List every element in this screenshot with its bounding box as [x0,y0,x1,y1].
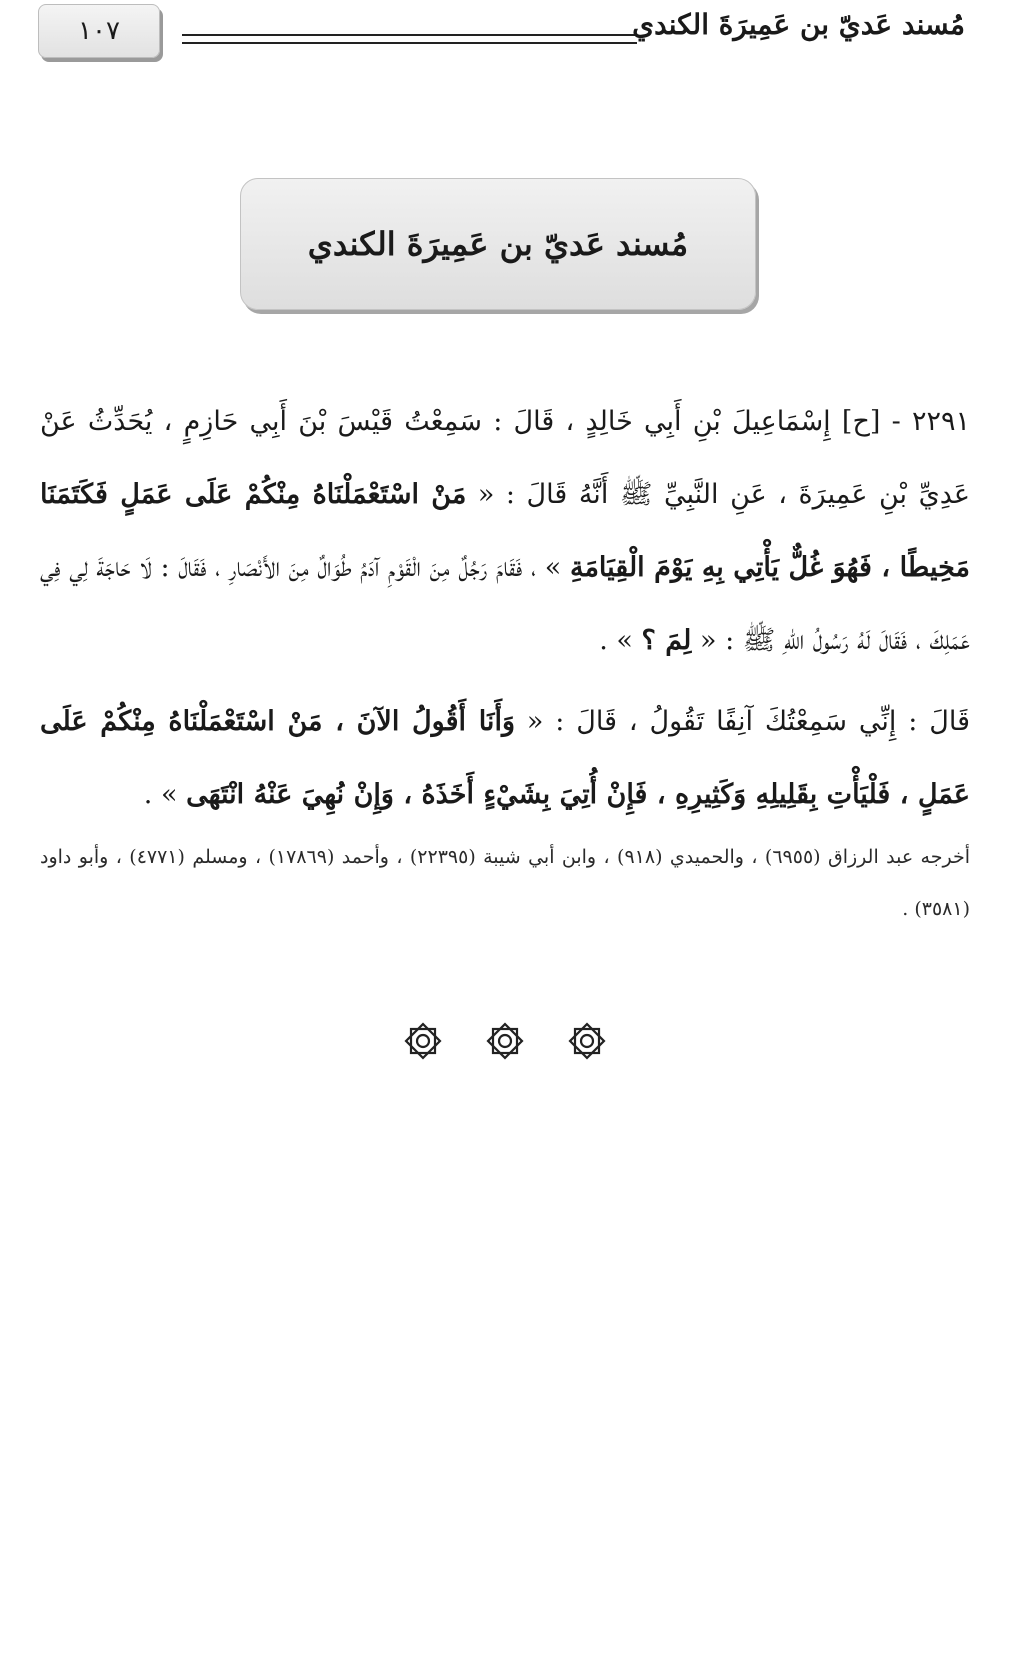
takhrij-note: أخرجه عبد الرزاق (٦٩٥٥) ، والحميدي (٩١٨) ، وابن أبي شيبة (٢٢٣٩٥) ، وأحمد (١٧٨٦٩) ، ومسلم (٤٧٧١) ، وأبو داود (٣٥٨١) . [40,846,970,920]
page-number: ١٠٧ [78,16,120,46]
section-end-ornaments [0,1020,1010,1062]
page-number-badge [38,4,160,58]
hadith-closing: » . [599,625,642,656]
section-title-box [240,178,756,310]
page-header [0,0,1010,70]
eight-point-star-icon [484,1020,526,1062]
hadith-isnad: ٢٢٩١ - [ح] إِسْمَاعِيلَ بْنِ أَبِي خَالِدٍ ، قَالَ : سَمِعْتُ قَيْسَ بْنَ أَبِي حَازِمٍ ، يُحَدِّثُ عَنْ عَدِيِّ بْنِ عَمِيرَةَ ، عَنِ النَّبِيِّ ﷺ أَنَّهُ قَالَ : « [40,406,970,510]
hadith-narration: قَالَ : إِنِّي سَمِعْتُكَ آنِفًا تَقُولُ ، قَالَ : « [514,706,970,737]
hadith-closing: » . [143,779,187,810]
hadith-paragraph-1 [40,385,970,677]
eight-point-star-icon [566,1020,608,1062]
prophet-speech: لِمَ ؟ [641,625,692,656]
hadith-content [40,385,970,935]
running-title: مُسند عَديّ بن عَمِيرَةَ الكندي [632,8,965,41]
prophet-speech: وَأَنَا أَقُولُ الآنَ ، مَنْ اسْتَعْمَلْنَاهُ مِنْكُمْ عَلَى عَمَلٍ ، فَلْيَأْتِ بِقَلِيلِهِ وَكَثِيرِهِ ، فَإِنْ أُتِيَ بِشَيْءٍ أَخَذَهُ ، وَإِنْ نُهِيَ عَنْهُ انْتَهَى [40,706,970,810]
prophet-speech: مَنْ اسْتَعْمَلْنَاهُ مِنْكُمْ عَلَى عَمَلٍ فَكَتَمَنَا مَخِيطًا ، فَهُوَ غُلٌّ يَأْتِي بِهِ يَوْمَ الْقِيَامَةِ [40,479,970,583]
eight-point-star-icon [402,1020,444,1062]
section-title: مُسند عَديّ بن عَمِيرَةَ الكندي [307,225,689,263]
hadith-narration: » ، فَقَامَ رَجُلٌ مِنَ الْقَوْمِ آدَمُ طُوَالٌ مِنَ الأَنْصَارِ ، فَقَالَ : لَا حَاجَةَ لِي فِي عَمَلِكَ ، فَقَالَ لَهُ رَسُولُ اللهِ ﷺ : « [40,552,970,656]
hadith-paragraph-2 [40,685,970,831]
header-double-rule [182,34,637,44]
